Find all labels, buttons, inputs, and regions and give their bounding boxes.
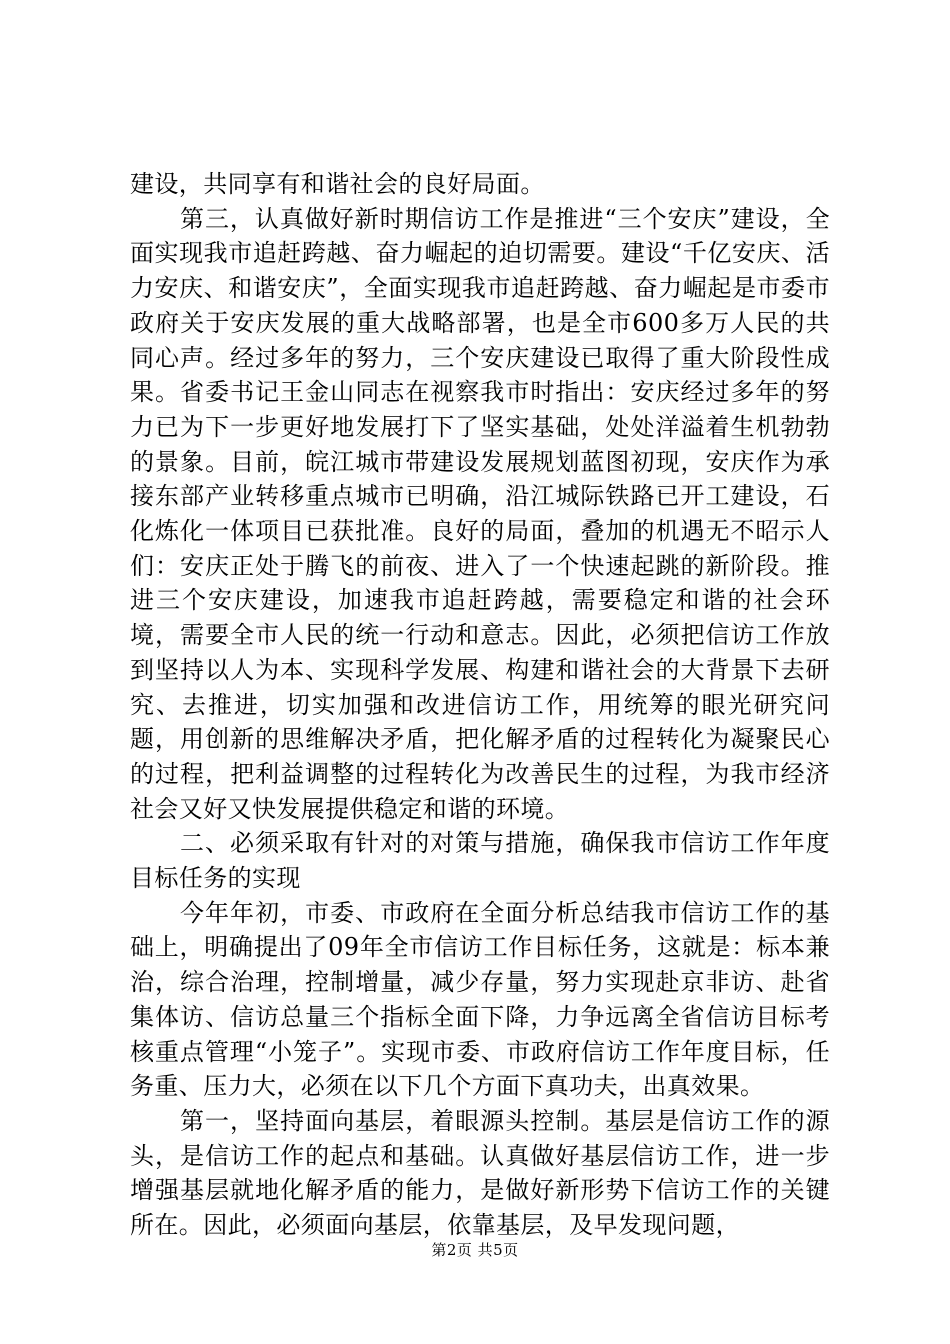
paragraph-continuation: 建设，共同享有和谐社会的良好局面。	[130, 170, 545, 198]
document-body	[130, 167, 830, 1243]
paragraph-first-measure: 第一，坚持面向基层，着眼源头控制。基层是信访工作的源头，是信访工作的起点和基础。认真做好基层信访工作，进一步增强基层就地化解矛盾的能力，是做好新形势下信访工作的关键所在。因此，必须面向基层，依靠基层，及早发现问题，	[130, 1106, 830, 1240]
paragraph-third-point: 第三，认真做好新时期信访工作是推进“三个安庆”建设，全面实现我市追赶跨越、奋力崛起的迫切需要。建设“千亿安庆、活力安庆、和谐安庆”，全面实现我市追赶跨越、奋力崛起是市委市政府关于安庆发展的重大战略部署，也是全市600多万人民的共同心声。经过多年的努力，三个安庆建设已取得了重大阶段性成果。省委书记王金山同志在视察我市时指出：安庆经过多年的努力已为下一步更好地发展打下了坚实基础，处处洋溢着生机勃勃的景象。目前，皖江城市带建设发展规划蓝图初现，安庆作为承接东部产业转移重点城市已明确，沿江城际铁路已开工建设，石化炼化一体项目已获批准。良好的局面，叠加的机遇无不昭示人们：安庆正处于腾飞的前夜、进入了一个快速起跳的新阶段。推进三个安庆建设，加速我市追赶跨越，需要稳定和谐的社会环境，需要全市人民的统一行动和意志。因此，必须把信访工作放到坚持以人为本、实现科学发展、构建和谐社会的大背景下去研究、去推进，切实加强和改进信访工作，用统筹的眼光研究问题，用创新的思维解决矛盾，把化解矛盾的过程转化为凝聚民心的过程，把利益调整的过程转化为改善民生的过程，为我市经济社会又好又快发展提供稳定和谐的环境。	[130, 204, 830, 823]
paragraph-annual-goals: 今年年初，市委、市政府在全面分析总结我市信访工作的基础上，明确提出了09年全市信访工作目标任务，这就是：标本兼治，综合治理，控制增量，减少存量，努力实现赴京非访、赴省集体访、信访总量三个指标全面下降，力争远离全省信访目标考核重点管理“小笼子”。实现市委、市政府信访工作年度目标，任务重、压力大，必须在以下几个方面下真功夫，出真效果。	[130, 898, 830, 1101]
section-heading-two: 二、必须采取有针对的对策与措施，确保我市信访工作年度目标任务的实现	[130, 829, 830, 893]
page-number-footer: 第2页 共5页	[431, 1241, 519, 1259]
